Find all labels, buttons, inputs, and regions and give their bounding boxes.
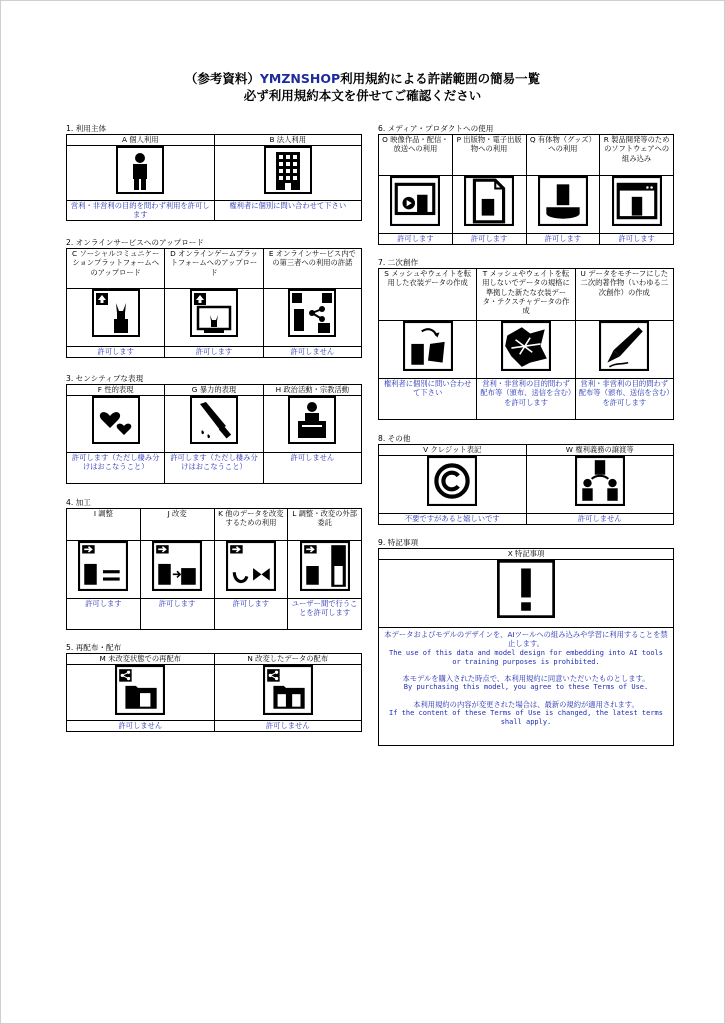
section-sensitive bbox=[66, 374, 362, 484]
cell-label-w: W 権利義務の譲渡等 bbox=[526, 445, 674, 456]
cell-label-m: M 未改変状態での再配布 bbox=[67, 654, 215, 665]
cell-status-g: 許可します（ただし棲み分けはおこなうこと） bbox=[165, 453, 263, 484]
document-icon bbox=[464, 176, 514, 226]
cell-label-o: O 映像作品・配信・放送への利用 bbox=[379, 135, 453, 176]
transfer-rights-icon bbox=[575, 456, 625, 506]
cell-label-f: F 性的表現 bbox=[67, 385, 165, 396]
cell-label-b: B 法人利用 bbox=[214, 135, 362, 146]
section-processing bbox=[66, 498, 362, 630]
fabric-icon bbox=[501, 321, 551, 371]
cell-label-x: X 特記事項 bbox=[379, 549, 674, 560]
use-for-modify-icon bbox=[226, 541, 276, 591]
cell-label-k: K 他のデータを改変するための利用 bbox=[214, 509, 288, 541]
cell-status-s: 権利者に個別に問い合わせて下さい bbox=[379, 379, 477, 420]
brand-name: YMZNSHOP bbox=[259, 71, 341, 86]
hearts-icon bbox=[92, 396, 140, 444]
note-ai-ja: 本データおよびモデルのデザインを、AIツールへの組み込みや学習に利用することを禁止します。 bbox=[384, 630, 668, 649]
cell-label-g: G 暴力的表現 bbox=[165, 385, 263, 396]
cell-label-q: Q 有体物（グッズ）への利用 bbox=[526, 135, 600, 176]
note-change-en: If the content of these Terms of Use is changed, the latest terms shall apply. bbox=[389, 709, 663, 727]
cell-label-l: L 調整・改変の外部委託 bbox=[288, 509, 362, 541]
cell-status-q: 許可します bbox=[526, 234, 600, 245]
cell-label-u: U データをモチーフにした二次的著作物（いわゆる二次創作）の作成 bbox=[575, 269, 673, 321]
cell-label-e: E オンラインサービス内での第三者への利用の許諾 bbox=[263, 249, 361, 289]
cell-status-j: 許可します bbox=[140, 599, 214, 630]
cell-status-a: 営利・非営利の目的を問わず利用を許可します bbox=[67, 201, 215, 221]
cell-status-o: 許可します bbox=[379, 234, 453, 245]
cell-status-e: 許可しません bbox=[263, 347, 361, 358]
cell-status-w: 許可しません bbox=[526, 514, 674, 525]
section-heading: 2. オンラインサービスへのアップロード bbox=[66, 238, 204, 247]
note-purchase-ja: 本モデルを購入された時点で、本利用規約に同意いただいたものとします。 bbox=[402, 674, 650, 684]
social-upload-icon bbox=[92, 289, 140, 337]
third-party-share-icon bbox=[288, 289, 336, 337]
cell-status-v: 不要ですがあると嬉しいです bbox=[379, 514, 527, 525]
distribute-modified-icon bbox=[263, 665, 313, 715]
page-title: （参考資料）YMZNSHOP利用規約による許諾範囲の簡易一覧 必ず利用規約本文を併せてご確認ください bbox=[0, 70, 725, 104]
cell-label-p: P 出版物・電子出版物への利用 bbox=[452, 135, 526, 176]
cell-status-c: 許可します bbox=[67, 347, 165, 358]
section-heading: 5. 再配布・配布 bbox=[66, 643, 122, 652]
section-redistribution bbox=[66, 643, 362, 732]
section-media-products bbox=[378, 124, 674, 245]
cell-label-v: V クレジット表記 bbox=[379, 445, 527, 456]
cell-label-d: D オンラインゲームプラットフォームへのアップロード bbox=[165, 249, 263, 289]
figure-icon bbox=[538, 176, 588, 226]
adjust-icon bbox=[78, 541, 128, 591]
note-change-ja: 本利用規約の内容が変更された場合は、最新の規約が適用されます。 bbox=[413, 699, 639, 709]
cell-label-t: T メッシュやウェイトを転用しないでデータの規格に準拠した新たな衣装データ・テクスチャデータの作成 bbox=[477, 269, 575, 321]
cell-label-h: H 政治活動・宗教活動 bbox=[263, 385, 361, 396]
podium-icon bbox=[288, 396, 336, 444]
note-ai-en: The use of this data and model design for embedding into AI tools or training purposes is prohibited. bbox=[389, 648, 663, 666]
cell-label-n: N 改変したデータの配布 bbox=[214, 654, 362, 665]
section-heading: 7. 二次創作 bbox=[378, 258, 419, 267]
cell-status-d: 許可します bbox=[165, 347, 263, 358]
cell-label-r: R 製品開発等のためのソフトウェアへの組み込み bbox=[600, 135, 674, 176]
exclamation-icon bbox=[497, 560, 555, 618]
note-purchase-en: By purchasing this model, you agree to these Terms of Use. bbox=[403, 683, 649, 692]
section-heading: 6. メディア・プロダクトへの使用 bbox=[378, 124, 494, 133]
cell-status-u: 営利・非営利の目的問わず配布等（頒布、送信を含む）を許可します bbox=[575, 379, 673, 420]
section-other bbox=[378, 434, 674, 525]
cell-label-c: C ソーシャルコミュニケーションプラットフォームへのアップロード bbox=[67, 249, 165, 289]
pen-icon bbox=[599, 321, 649, 371]
cell-status-h: 許可しません bbox=[263, 453, 361, 484]
section-derivative-works bbox=[378, 258, 674, 420]
section-heading: 9. 特記事項 bbox=[378, 538, 419, 547]
section-heading: 8. その他 bbox=[378, 434, 411, 443]
cell-status-l: ユーザー間で行うことを許可します bbox=[288, 599, 362, 630]
cell-status-b: 権利者に個別に問い合わせて下さい bbox=[214, 201, 362, 221]
cell-status-r: 許可します bbox=[600, 234, 674, 245]
outsource-icon bbox=[300, 541, 350, 591]
software-icon bbox=[612, 176, 662, 226]
cell-label-i: I 調整 bbox=[67, 509, 141, 541]
cell-label-s: S メッシュやウェイトを転用した衣装データの作成 bbox=[379, 269, 477, 321]
redistribute-icon bbox=[115, 665, 165, 715]
knife-icon bbox=[190, 396, 238, 444]
cell-status-i: 許可します bbox=[67, 599, 141, 630]
video-icon bbox=[390, 176, 440, 226]
modify-icon bbox=[152, 541, 202, 591]
section-usage-subject bbox=[66, 124, 362, 221]
cell-status-m: 許可しません bbox=[67, 721, 215, 732]
cell-status-p: 許可します bbox=[452, 234, 526, 245]
cell-label-j: J 改変 bbox=[140, 509, 214, 541]
cell-status-f: 許可します（ただし棲み分けはおこなうこと） bbox=[67, 453, 165, 484]
cell-status-t: 営利・非営利の目的問わず配布等（頒布、送信を含む）を許可します bbox=[477, 379, 575, 420]
cell-label-a: A 個人利用 bbox=[67, 135, 215, 146]
section-heading: 3. センシティブな表現 bbox=[66, 374, 144, 383]
section-heading: 4. 加工 bbox=[66, 498, 91, 507]
cell-status-n: 許可しません bbox=[214, 721, 362, 732]
section-online-upload bbox=[66, 238, 362, 358]
section-heading: 1. 利用主体 bbox=[66, 124, 107, 133]
mesh-transfer-icon bbox=[403, 321, 453, 371]
building-icon bbox=[264, 146, 312, 194]
person-icon bbox=[116, 146, 164, 194]
game-upload-icon bbox=[190, 289, 238, 337]
copyright-icon bbox=[427, 456, 477, 506]
page-subtitle: 必ず利用規約本文を併せてご確認ください bbox=[243, 88, 482, 103]
section-special-notes bbox=[378, 538, 674, 746]
cell-status-k: 許可します bbox=[214, 599, 288, 630]
